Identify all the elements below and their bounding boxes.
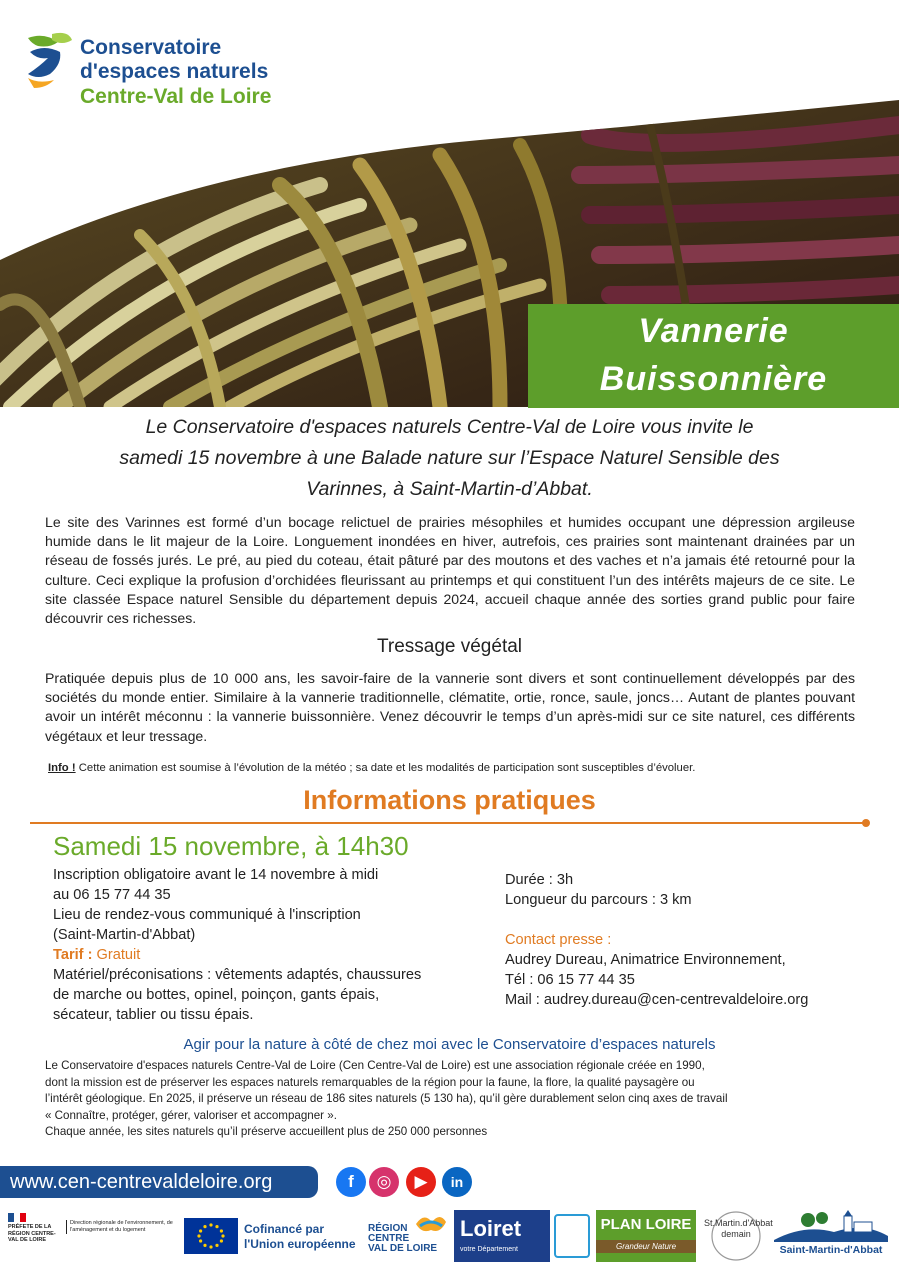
title-line-1: Vannerie — [638, 312, 789, 350]
stmartin-demain-line-2: demain — [721, 1229, 751, 1239]
site-description: Le site des Varinnes est formé d’un bocage relictuel de prairies mésophiles et humides occupant une dépression argileuse humide dans le lit majeur de la Loire. Longuement inondées en hiver, autrefois, ces prairies sont maintenant drainées par un réseau de fossés jurés. Le pré, au pied du coteau, était pâturé par des moutons et des vaches et n’a jamais été retourné pour la culture. Ceci explique la profusion d’orchidées fleurissant au printemps et qui constituent l’un des intérêts majeurs de ce site. Le site classée Espace naturel Sensible du département depuis 2024, accueil chaque année des sorties grand public pour faire découvrir ces richesses. — [45, 514, 855, 627]
intro-text — [40, 412, 859, 505]
website-link[interactable]: www.cen-centrevaldeloire.org — [0, 1166, 318, 1198]
logo-line-3: Centre-Val de Loire — [80, 85, 272, 108]
cen-about-line-2: dont la mission est de préserver les espaces naturels remarquables de la région pour la faune, la flore, la qualité paysagère ou — [45, 1075, 695, 1089]
intro-line-3: Varinnes, à Saint-Martin-d’Abbat. — [306, 478, 593, 500]
tarif-line — [53, 945, 493, 965]
logo-line-2: d'espaces naturels — [80, 60, 269, 83]
inscription-phone: au 06 15 77 44 35 — [53, 887, 171, 903]
eu-line-2: l'Union européenne — [244, 1237, 356, 1251]
contact-mail[interactable]: Mail : audrey.dureau@cen-centrevaldeloire.org — [505, 992, 809, 1008]
title-banner — [528, 304, 899, 408]
contact-label: Contact presse : — [505, 932, 612, 948]
region-line-1: RÉGION — [368, 1223, 408, 1234]
agence-eau-logo — [554, 1210, 592, 1262]
materiel-line-3: sécateur, tablier ou tissu épais. — [53, 1007, 254, 1023]
stmartin-abbat-logo — [770, 1210, 892, 1262]
materiel-line-1: Matériel/préconisations : vêtements adaptés, chaussures — [53, 967, 422, 983]
stmartin-demain-logo — [704, 1210, 773, 1262]
spacer — [505, 910, 885, 930]
stmartin-demain-text — [704, 1218, 773, 1240]
practical-info-left — [53, 865, 493, 1025]
cen-logo-mark-icon — [24, 30, 74, 88]
materiel-line-2: de marche ou bottes, opinel, poinçon, gants épais, — [53, 987, 380, 1003]
info-notice — [48, 762, 695, 774]
contact-tel: Tél : 06 15 77 44 35 — [505, 972, 635, 988]
eu-logo — [184, 1210, 364, 1262]
eu-flag-icon — [184, 1218, 238, 1254]
intro-line-1: Le Conservatoire d'espaces naturels Centre-Val de Loire vous invite le — [145, 416, 754, 438]
cen-about-line-3: l’intérêt géologique. En 2025, il préserve un réseau de 186 sites naturels (5 130 ha), qu’il gère durablement selon cinq axes de travail — [45, 1092, 728, 1106]
loiret-sub: votre Département — [460, 1246, 518, 1253]
stmartin-demain-line-1: St.Martin.d'Abbat — [704, 1218, 773, 1228]
intro-line-2: samedi 15 novembre à une Balade nature sur l’Espace Naturel Sensible des — [119, 447, 780, 469]
region-line-3: VAL DE LOIRE — [368, 1243, 438, 1254]
facebook-icon[interactable]: f — [336, 1167, 366, 1197]
tarif-value: Gratuit — [92, 947, 141, 963]
stmartin-abbat-text: Saint-Martin-d'Abbat — [779, 1244, 883, 1256]
logo-line-1: Conservatoire — [80, 36, 222, 59]
tressage-description: Pratiquée depuis plus de 10 000 ans, les savoir-faire de la vannerie sont divers et sont continuellement développés par des sociétés du monde entier. Similaire à la vannerie traditionnelle, clématite, ortie, ronce, saule, joncs… Autant de plantes pouvant avoir un intérêt méconnu : la vannerie buissonnière. Venez découvrir le temps d’un après-midi sur ce site naturel, ces différents végétaux et leur tressage. — [45, 670, 855, 744]
duree: Durée : 3h — [505, 872, 574, 888]
region-logo — [368, 1210, 450, 1262]
section-divider-dot — [862, 819, 870, 827]
title-line-2: Buissonnière — [599, 360, 828, 398]
village-skyline-icon — [774, 1210, 888, 1242]
eu-line-1: Cofinancé par — [244, 1222, 325, 1236]
info-label: Info ! — [48, 762, 76, 774]
youtube-icon[interactable]: ▶ — [406, 1167, 436, 1197]
cen-about-line-4: « Connaître, protéger, gérer, valoriser et accompagner ». — [45, 1108, 337, 1122]
rendezvous-line: Lieu de rendez-vous communiqué à l'inscription — [53, 907, 361, 923]
event-date: Samedi 15 novembre, à 14h30 — [53, 831, 409, 861]
practical-info-right — [505, 870, 885, 1010]
agence-eau-icon — [554, 1214, 590, 1258]
loiret-text: Loiret — [460, 1216, 522, 1241]
plan-loire-text: PLAN LOIRE — [600, 1216, 692, 1233]
longueur: Longueur du parcours : 3 km — [505, 892, 692, 908]
plan-loire-logo — [596, 1210, 696, 1262]
french-flag-icon — [8, 1213, 26, 1222]
cen-about-line-1: Le Conservatoire d'espaces naturels Centre-Val de Loire (Cen Centre-Val de Loire) est une association régionale créée en 1990, — [45, 1059, 705, 1072]
region-line-2: CENTRE — [368, 1233, 410, 1244]
agir-heading: Agir pour la nature à côté de chez moi avec le Conservatoire d’espaces naturels — [183, 1036, 716, 1053]
rendezvous-place: (Saint-Martin-d'Abbat) — [53, 927, 196, 943]
section-heading-pratiques: Informations pratiques — [303, 785, 596, 815]
section-heading-tressage: Tressage végétal — [376, 636, 523, 657]
cen-about-text — [45, 1058, 857, 1141]
region-text — [368, 1224, 437, 1254]
inscription-line: Inscription obligatoire avant le 14 novembre à midi — [53, 867, 379, 883]
plan-loire-sub: Grandeur Nature — [596, 1240, 696, 1253]
section-divider — [30, 822, 868, 824]
info-text: Cette animation est soumise à l’évolution de la météo ; sa date et les modalités de participation sont susceptibles d’évoluer. — [75, 762, 696, 774]
cen-about-line-5: Chaque année, les sites naturels qu’il préserve accueillent plus de 250 000 personnes — [45, 1125, 488, 1139]
loiret-logo — [454, 1210, 550, 1262]
prefet-text: PRÉFETE DE LA RÉGION CENTRE-VAL DE LOIRE — [8, 1224, 56, 1243]
instagram-icon[interactable]: ◎ — [369, 1167, 399, 1197]
contact-name: Audrey Dureau, Animatrice Environnement, — [505, 952, 786, 968]
tarif-label: Tarif : — [53, 947, 93, 963]
linkedin-icon[interactable]: in — [442, 1167, 472, 1197]
prefet-logo — [8, 1210, 178, 1262]
dreal-text: Direction régionale de l'environnement, de l'aménagement et du logement — [66, 1220, 186, 1234]
eu-text — [244, 1222, 356, 1252]
